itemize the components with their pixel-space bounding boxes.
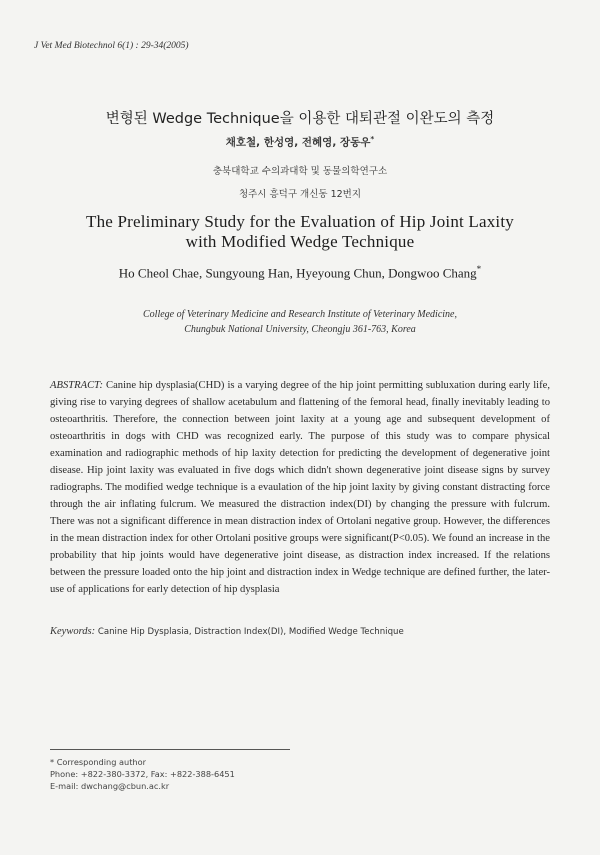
keywords-label: Keywords:	[50, 626, 96, 637]
english-corresponding-mark: *	[476, 264, 482, 274]
english-affiliation-line1: College of Veterinary Medicine and Research Institute of Veterinary Medicine,	[143, 309, 457, 320]
english-authors-names: Ho Cheol Chae, Sungyoung Han, Hyeyoung Chun, Dongwoo Chang	[118, 265, 477, 281]
keywords	[50, 626, 550, 637]
footnote	[50, 756, 235, 792]
abstract-label: ABSTRACT:	[50, 380, 103, 391]
korean-address: 청주시 흥덕구 개신동 12번지	[238, 189, 362, 200]
english-affiliation-line2: Chungbuk National University, Cheongju 361-763, Korea	[184, 324, 416, 335]
korean-title: 변형된 Wedge Technique을 이용한 대퇴관절 이완도의 측정	[105, 111, 495, 127]
abstract	[50, 377, 550, 598]
footnote-divider	[50, 749, 290, 750]
keywords-text: Canine Hip Dysplasia, Distraction Index(DI), Modified Wedge Technique	[97, 627, 404, 637]
journal-reference: J Vet Med Biotechnol 6(1) : 29-34(2005)	[34, 41, 189, 51]
abstract-text: Canine hip dysplasia(CHD) is a varying degree of the hip joint permitting subluxation during early life, giving rise to varying degrees of shallow acetabulum and flattening of the femoral head, finally inevitably leading to osteoarthritis. Therefore, the connection between joint laxity at a young age and subsequent development of osteoarthritis in dogs with CHD was recognized early. The purpose of this study was to compare physical examination and radiographic methods of hip laxity detection for predicting the development of degenerative joint disease. Hip joint laxity was evaluated in five dogs which didn't shown degenerative joint disease signs by survey radiographs. The modified wedge technique is a evaulation of the hip joint laxity by giving constant distracting force through the air inflating fulcrum. We measured the distraction index(DI) by changing the pressure with fulcrum. There was not a significant difference in mean distraction index of Ortolani negative group. However, the differences in the mean distraction index for other Ortolani positive groups were significant(P<0.05). We found an increase in the probability that hip joints would have degenerative joint disease, as distraction index increased. If the relations between the pressure loaded onto the hip joint and distraction index in Wedge technique are defined further, the later-use of applications for early detection of hip dysplasia	[50, 380, 550, 595]
english-title	[0, 212, 600, 252]
footnote-corresponding: * Corresponding author	[50, 757, 146, 767]
korean-corresponding-mark: *	[370, 134, 375, 143]
korean-affiliation: 충북대학교 수의과대학 및 동물의학연구소	[212, 166, 388, 177]
footnote-phone: Phone: +822-380-3372, Fax: +822-388-6451	[50, 769, 235, 779]
english-authors	[0, 264, 600, 281]
english-title-line1: The Preliminary Study for the Evaluation of Hip Joint Laxity	[86, 212, 514, 231]
footnote-email: E-mail: dwchang@cbun.ac.kr	[50, 781, 170, 791]
english-affiliation	[0, 307, 600, 337]
korean-authors-names: 채호철, 한성영, 전혜영, 장동우	[225, 136, 371, 149]
korean-authors	[0, 134, 600, 150]
english-title-line2: with Modified Wedge Technique	[185, 232, 415, 251]
